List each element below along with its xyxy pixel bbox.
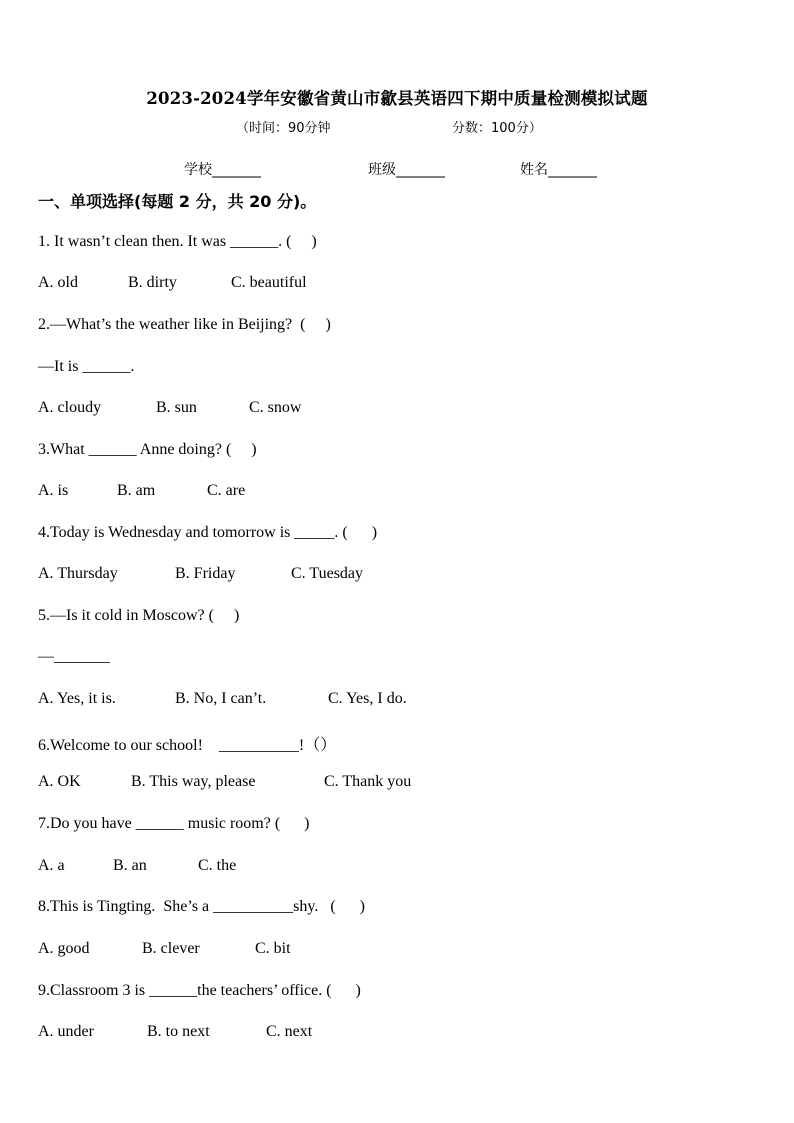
q9-option-a: A. under bbox=[38, 1023, 94, 1040]
question-4: 4.Today is Wednesday and tomorrow is _____. ( ) bbox=[38, 524, 378, 541]
q5-option-c: C. Yes, I do. bbox=[328, 690, 407, 707]
q4-option-b: B. Friday bbox=[175, 565, 236, 582]
question-2: 2.—What’s the weather like in Beijing? ( ) bbox=[38, 316, 331, 333]
q8-option-a: A. good bbox=[38, 940, 90, 957]
question-1: 1. It wasn’t clean then. It was ______. ( ) bbox=[38, 233, 317, 250]
q2-option-c: C. snow bbox=[249, 399, 302, 416]
q2-option-b: B. sun bbox=[156, 399, 197, 416]
q3-option-c: C. are bbox=[207, 482, 246, 499]
q1-option-c: C. beautiful bbox=[231, 274, 307, 291]
question-8: 8.This is Tingting. She’s a __________shy. ( ) bbox=[38, 898, 365, 915]
school-field: 学校_______ bbox=[184, 162, 261, 178]
name-field: 姓名_______ bbox=[520, 162, 597, 178]
exam-score: 分数：100分） bbox=[452, 121, 542, 136]
q6-option-c: C. Thank you bbox=[324, 773, 412, 790]
question-9: 9.Classroom 3 is ______the teachers’ office. ( ) bbox=[38, 982, 361, 999]
question-6: 6.Welcome to our school! __________!（） bbox=[38, 737, 337, 754]
question-5: 5.—Is it cold in Moscow? ( ) bbox=[38, 607, 240, 624]
q8-option-c: C. bit bbox=[255, 940, 291, 957]
q7-option-a: A. a bbox=[38, 857, 65, 874]
q7-option-b: B. an bbox=[113, 857, 147, 874]
q9-option-c: C. next bbox=[266, 1023, 313, 1040]
q1-option-a: A. old bbox=[38, 274, 78, 291]
q8-option-b: B. clever bbox=[142, 940, 200, 957]
q4-option-c: C. Tuesday bbox=[291, 565, 364, 582]
q3-option-a: A. is bbox=[38, 482, 69, 499]
q3-option-b: B. am bbox=[117, 482, 156, 499]
class-field: 班级_______ bbox=[368, 162, 445, 178]
q7-option-c: C. the bbox=[198, 857, 237, 874]
q5-option-b: B. No, I can’t. bbox=[175, 690, 267, 707]
question-2-answer-line: —It is ______. bbox=[38, 358, 135, 375]
q1-option-b: B. dirty bbox=[128, 274, 177, 291]
question-7: 7.Do you have ______ music room? ( ) bbox=[38, 815, 310, 832]
q2-option-a: A. cloudy bbox=[38, 399, 102, 416]
q5-option-a: A. Yes, it is. bbox=[38, 690, 116, 707]
page-title: 2023-2024学年安徽省黄山市歙县英语四下期中质量检测模拟试题 bbox=[146, 89, 648, 108]
q6-option-b: B. This way, please bbox=[131, 773, 256, 790]
question-5-answer-line: —_______ bbox=[38, 648, 110, 665]
q6-option-a: A. OK bbox=[38, 773, 81, 790]
q4-option-a: A. Thursday bbox=[38, 565, 118, 582]
exam-time: （时间：90分钟 bbox=[236, 121, 331, 136]
question-3: 3.What ______ Anne doing? ( ) bbox=[38, 441, 257, 458]
section-heading: 一、单项选择(每题 2 分，共 20 分)。 bbox=[38, 192, 317, 211]
q9-option-b: B. to next bbox=[147, 1023, 210, 1040]
